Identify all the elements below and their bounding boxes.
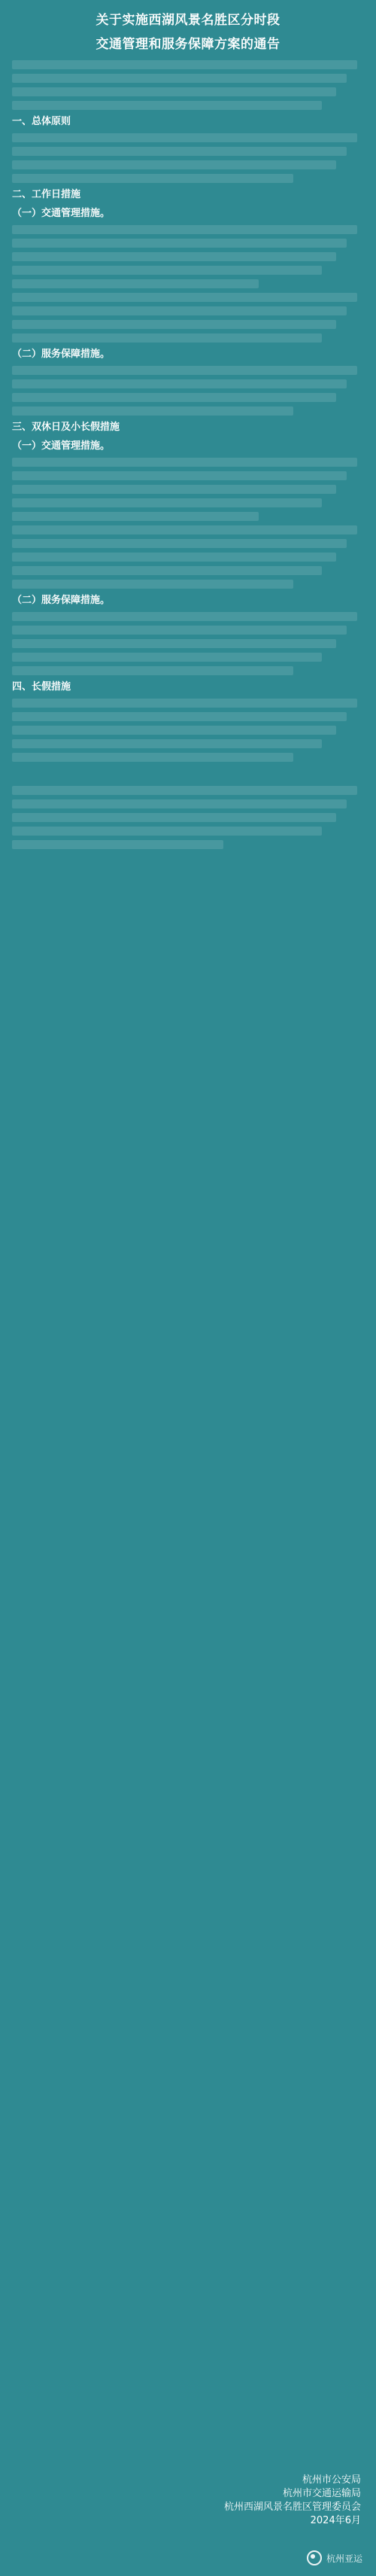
signature-line-1: 杭州市公安局 (302, 2474, 361, 2486)
text-line (12, 566, 322, 575)
announcement-title (12, 11, 364, 54)
text-line (12, 160, 336, 169)
text-line (12, 133, 357, 142)
signature-block (224, 2474, 361, 2528)
text-line (12, 666, 293, 675)
text-line (12, 320, 336, 329)
text-line (12, 379, 347, 388)
text-line (12, 406, 293, 416)
text-line (12, 512, 259, 521)
text-line (12, 458, 357, 467)
text-line (12, 87, 336, 96)
title-line-1: 关于实施西湖风景名胜区分时段 (96, 13, 280, 28)
signature-line-3: 杭州西湖风景名胜区管理委员会 (223, 2501, 361, 2513)
text-line (12, 827, 322, 836)
text-line (12, 726, 336, 735)
watermark (307, 2550, 362, 2565)
text-line (12, 293, 357, 302)
section-heading: 一、总体原则 (12, 116, 71, 127)
subsection-heading: （二）服务保障措施。 (12, 595, 111, 606)
section-heading: 三、双休日及小长假措施 (12, 422, 120, 433)
text-line (12, 840, 223, 849)
text-line (12, 626, 347, 635)
text-line (12, 639, 336, 648)
text-line (12, 279, 259, 288)
text-line (12, 539, 347, 548)
text-line (12, 266, 322, 275)
text-line (12, 239, 347, 248)
signature-date: 2024年6月 (310, 2515, 361, 2526)
text-line (12, 252, 336, 261)
watermark-text: 杭州亚运 (326, 2553, 362, 2564)
text-line (12, 612, 357, 621)
text-line (12, 580, 293, 589)
text-line (12, 74, 347, 83)
text-line (12, 485, 336, 494)
text-line (12, 306, 347, 315)
announcement-body (12, 60, 364, 849)
text-line (12, 799, 347, 808)
subsection-heading: （二）服务保障措施。 (12, 349, 111, 360)
text-line (12, 753, 293, 762)
text-line (12, 553, 336, 562)
subsection-heading: （一）交通管理措施。 (12, 440, 111, 452)
section-heading: 二、工作日措施 (12, 189, 81, 200)
spacer (12, 766, 364, 781)
section-heading: 四、长假措施 (12, 681, 71, 693)
text-line (12, 60, 357, 69)
text-line (12, 393, 336, 402)
text-line (12, 525, 357, 534)
text-line (12, 333, 322, 343)
watermark-logo-icon (307, 2550, 322, 2565)
text-line (12, 498, 322, 507)
text-line (12, 813, 336, 822)
text-line (12, 712, 347, 721)
text-line (12, 786, 357, 795)
text-line (12, 739, 322, 748)
text-line (12, 174, 293, 183)
text-line (12, 366, 357, 375)
title-line-2: 交通管理和服务保障方案的通告 (96, 37, 280, 52)
subsection-heading: （一）交通管理措施。 (12, 208, 111, 219)
text-line (12, 699, 357, 708)
text-line (12, 147, 347, 156)
text-line (12, 101, 322, 110)
signature-line-2: 杭州市交通运输局 (282, 2488, 361, 2499)
text-line (12, 653, 322, 662)
text-line (12, 225, 357, 234)
text-line (12, 471, 347, 480)
